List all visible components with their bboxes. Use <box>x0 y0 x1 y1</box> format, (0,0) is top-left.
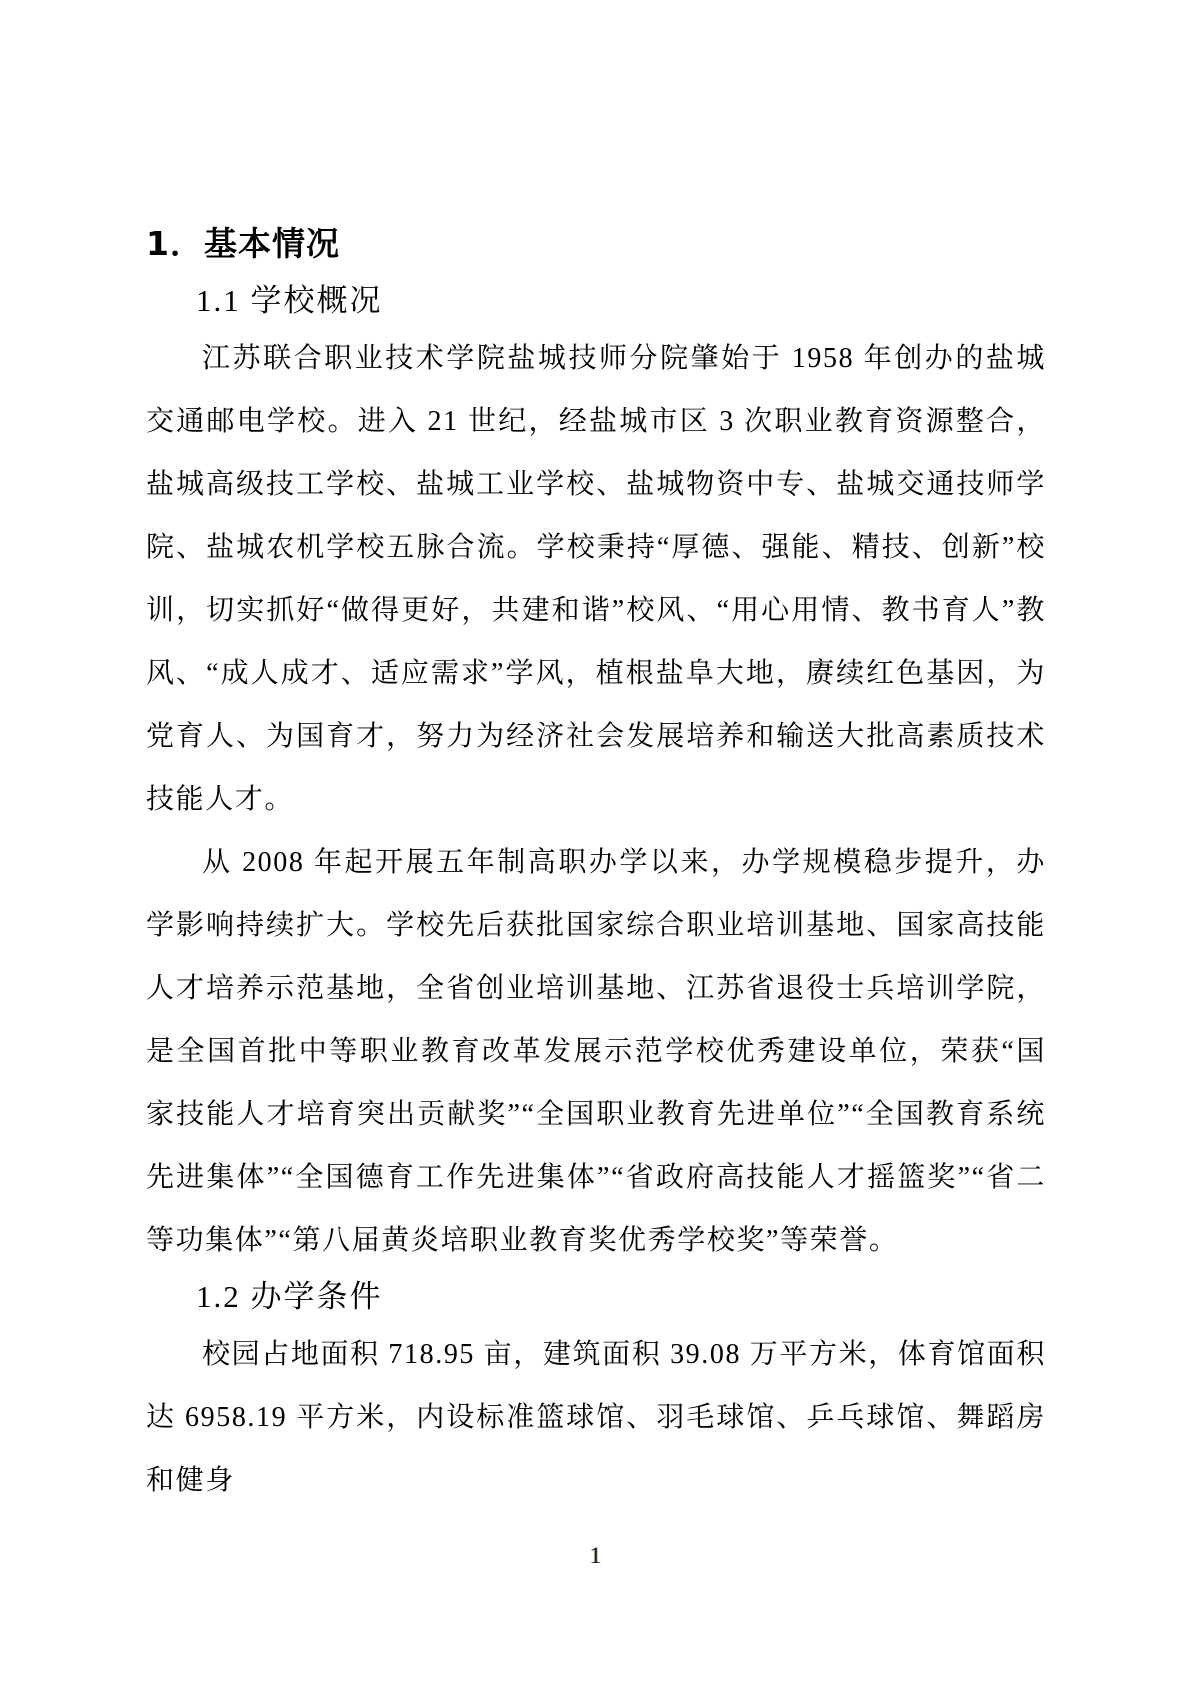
paragraph-school-conditions-1: 校园占地面积 718.95 亩，建筑面积 39.08 万平方米，体育馆面积达 6958.19 平方米，内设标准篮球馆、羽毛球馆、乒乓球馆、舞蹈房和健身 <box>146 1339 1046 1496</box>
page-number: 1 <box>589 1543 602 1568</box>
chapter-heading: 1．基本情况 <box>146 224 340 263</box>
paragraph-school-overview-2: 从 2008 年起开展五年制高职办学以来，办学规模稳步提升，办学影响持续扩大。学校先后获批国家综合职业培训基地、国家高技能人才培养示范基地，全省创业培训基地、江苏省退役士兵培训学院，是全国首批中等职业教育改革发展示范学校优秀建设单位，荣获“国家技能人才培育突出贡献奖”“全国职业教育先进单位”“全国教育系统先进集体”“全国德育工作先进集体”“省政府高技能人才摇篮奖”“省二等功集体”“第八届黄炎培职业教育奖优秀学校奖”等荣誉。 <box>146 847 1046 1256</box>
subsection-heading-1-2: 1.2 办学条件 <box>196 1279 383 1314</box>
subsection-heading-1-1: 1.1 学校概况 <box>196 283 383 318</box>
paragraph-school-overview-1: 江苏联合职业技术学院盐城技师分院肇始于 1958 年创办的盐城交通邮电学校。进入 21 世纪，经盐城市区 3 次职业教育资源整合，盐城高级技工学校、盐城工业学校、盐城物资中专、盐城交通技师学院、盐城农机学校五脉合流。学校秉持“厚德、强能、精技、创新”校训，切实抓好“做得更好，共建和谐”校风、“用心用情、教书育人”教风、“成人成才、适应需求”学风，植根盐阜大地，赓续红色基因，为党育人、为国育才，努力为经济社会发展培养和输送大批高素质技术技能人才。 <box>146 343 1046 815</box>
